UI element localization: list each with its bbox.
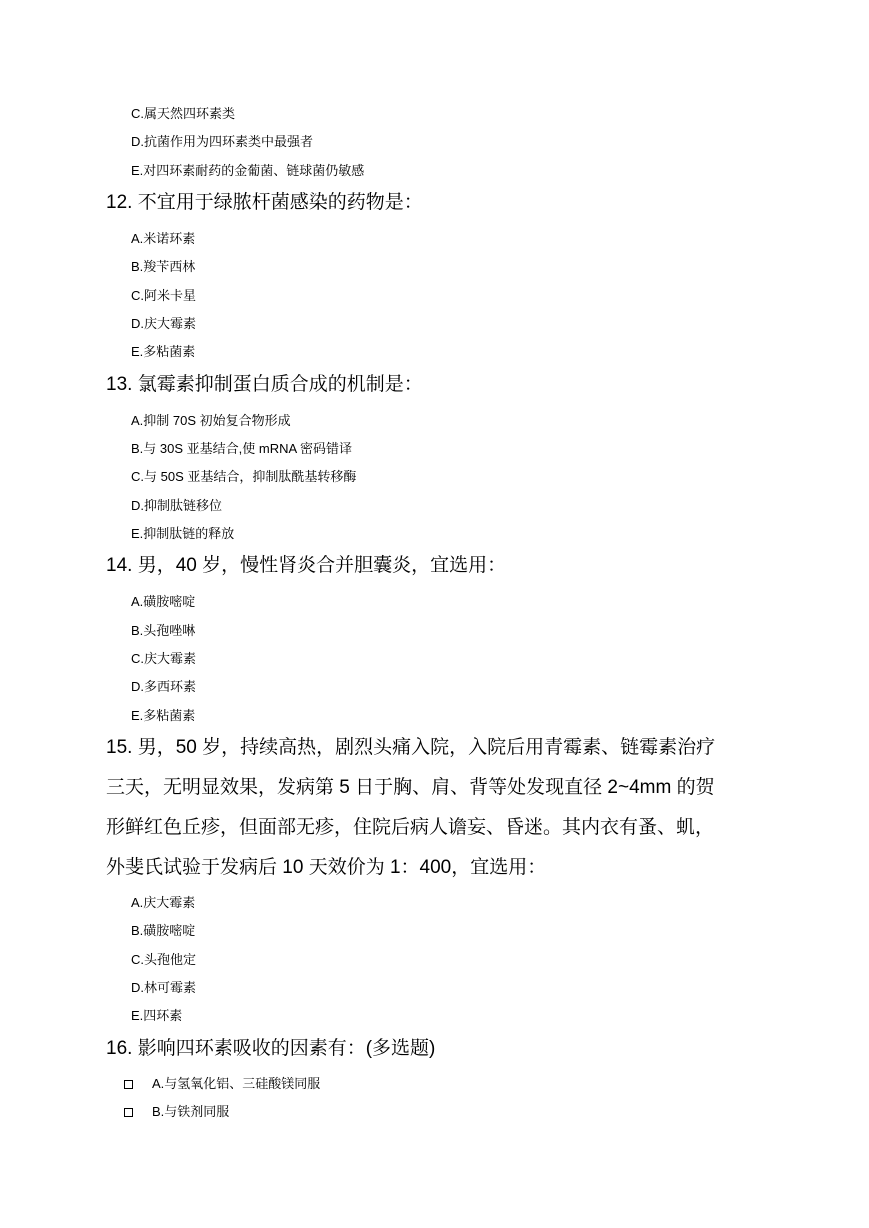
option-text: C.与 50S 亚基结合，抑制肽酰基转移酶 <box>131 469 357 484</box>
question-15-line: 形鲜红色丘疹，但面部无疹，住院后病人谵妄、昏迷。其内衣有蚤、虮， <box>106 817 715 838</box>
option-text: D.抑制肽链移位 <box>131 498 223 513</box>
checkbox-icon[interactable] <box>124 1080 133 1089</box>
checkbox-icon[interactable] <box>124 1108 133 1117</box>
option-text: D.林可霉素 <box>131 980 197 995</box>
option-text: B.与铁剂同服 <box>152 1104 230 1119</box>
option-text: D.抗菌作用为四环素类中最强者 <box>131 134 314 149</box>
option-text: E.抑制肽链的释放 <box>131 526 235 541</box>
question-16-title: 16. 影响四环素吸收的因素有：(多选题) <box>106 1038 436 1059</box>
option-text: E.多粘菌素 <box>131 708 196 723</box>
option-text: B.头孢唑啉 <box>131 623 196 638</box>
question-15-stem <box>106 728 766 888</box>
option-text: E.对四环素耐药的金葡菌、链球菌仍敏感 <box>131 163 365 178</box>
checkbox-option[interactable] <box>124 1076 320 1092</box>
option-text: A.庆大霉素 <box>131 895 196 910</box>
option-text: C.庆大霉素 <box>131 651 197 666</box>
option-text: D.多西环素 <box>131 679 197 694</box>
question-15-line: 三天，无明显效果，发病第 5 日于胸、肩、背等处发现直径 2~4mm 的贺 <box>106 777 715 798</box>
question-15-line: 15. 男，50 岁，持续高热，剧烈头痛入院，入院后用青霉素、链霉素治疗 <box>106 737 716 758</box>
option-text: C.属天然四环素类 <box>131 106 236 121</box>
question-13-title: 13. 氯霉素抑制蛋白质合成的机制是： <box>106 374 423 395</box>
option-text: A.抑制 70S 初始复合物形成 <box>131 413 291 428</box>
option-text: C.头孢他定 <box>131 952 197 967</box>
question-14-title: 14. 男，40 岁，慢性肾炎合并胆囊炎，宜选用： <box>106 555 507 576</box>
option-text: E.多粘菌素 <box>131 344 196 359</box>
option-text: A.与氢氧化铝、三硅酸镁同服 <box>152 1076 321 1091</box>
option-text: A.磺胺嘧啶 <box>131 594 196 609</box>
option-text: B.与 30S 亚基结合,使 mRNA 密码错译 <box>131 441 353 456</box>
option-text: B.羧苄西林 <box>131 259 196 274</box>
question-15-line: 外斐氏试验于发病后 10 天效价为 1：400，宜选用： <box>106 857 547 878</box>
question-12-title: 12. 不宜用于绿脓杆菌感染的药物是： <box>106 192 423 213</box>
option-text: B.磺胺嘧啶 <box>131 923 196 938</box>
option-text: C.阿米卡星 <box>131 288 197 303</box>
option-text: A.米诺环素 <box>131 231 196 246</box>
option-text: E.四环素 <box>131 1008 183 1023</box>
option-text: D.庆大霉素 <box>131 316 197 331</box>
checkbox-option[interactable] <box>124 1104 229 1120</box>
